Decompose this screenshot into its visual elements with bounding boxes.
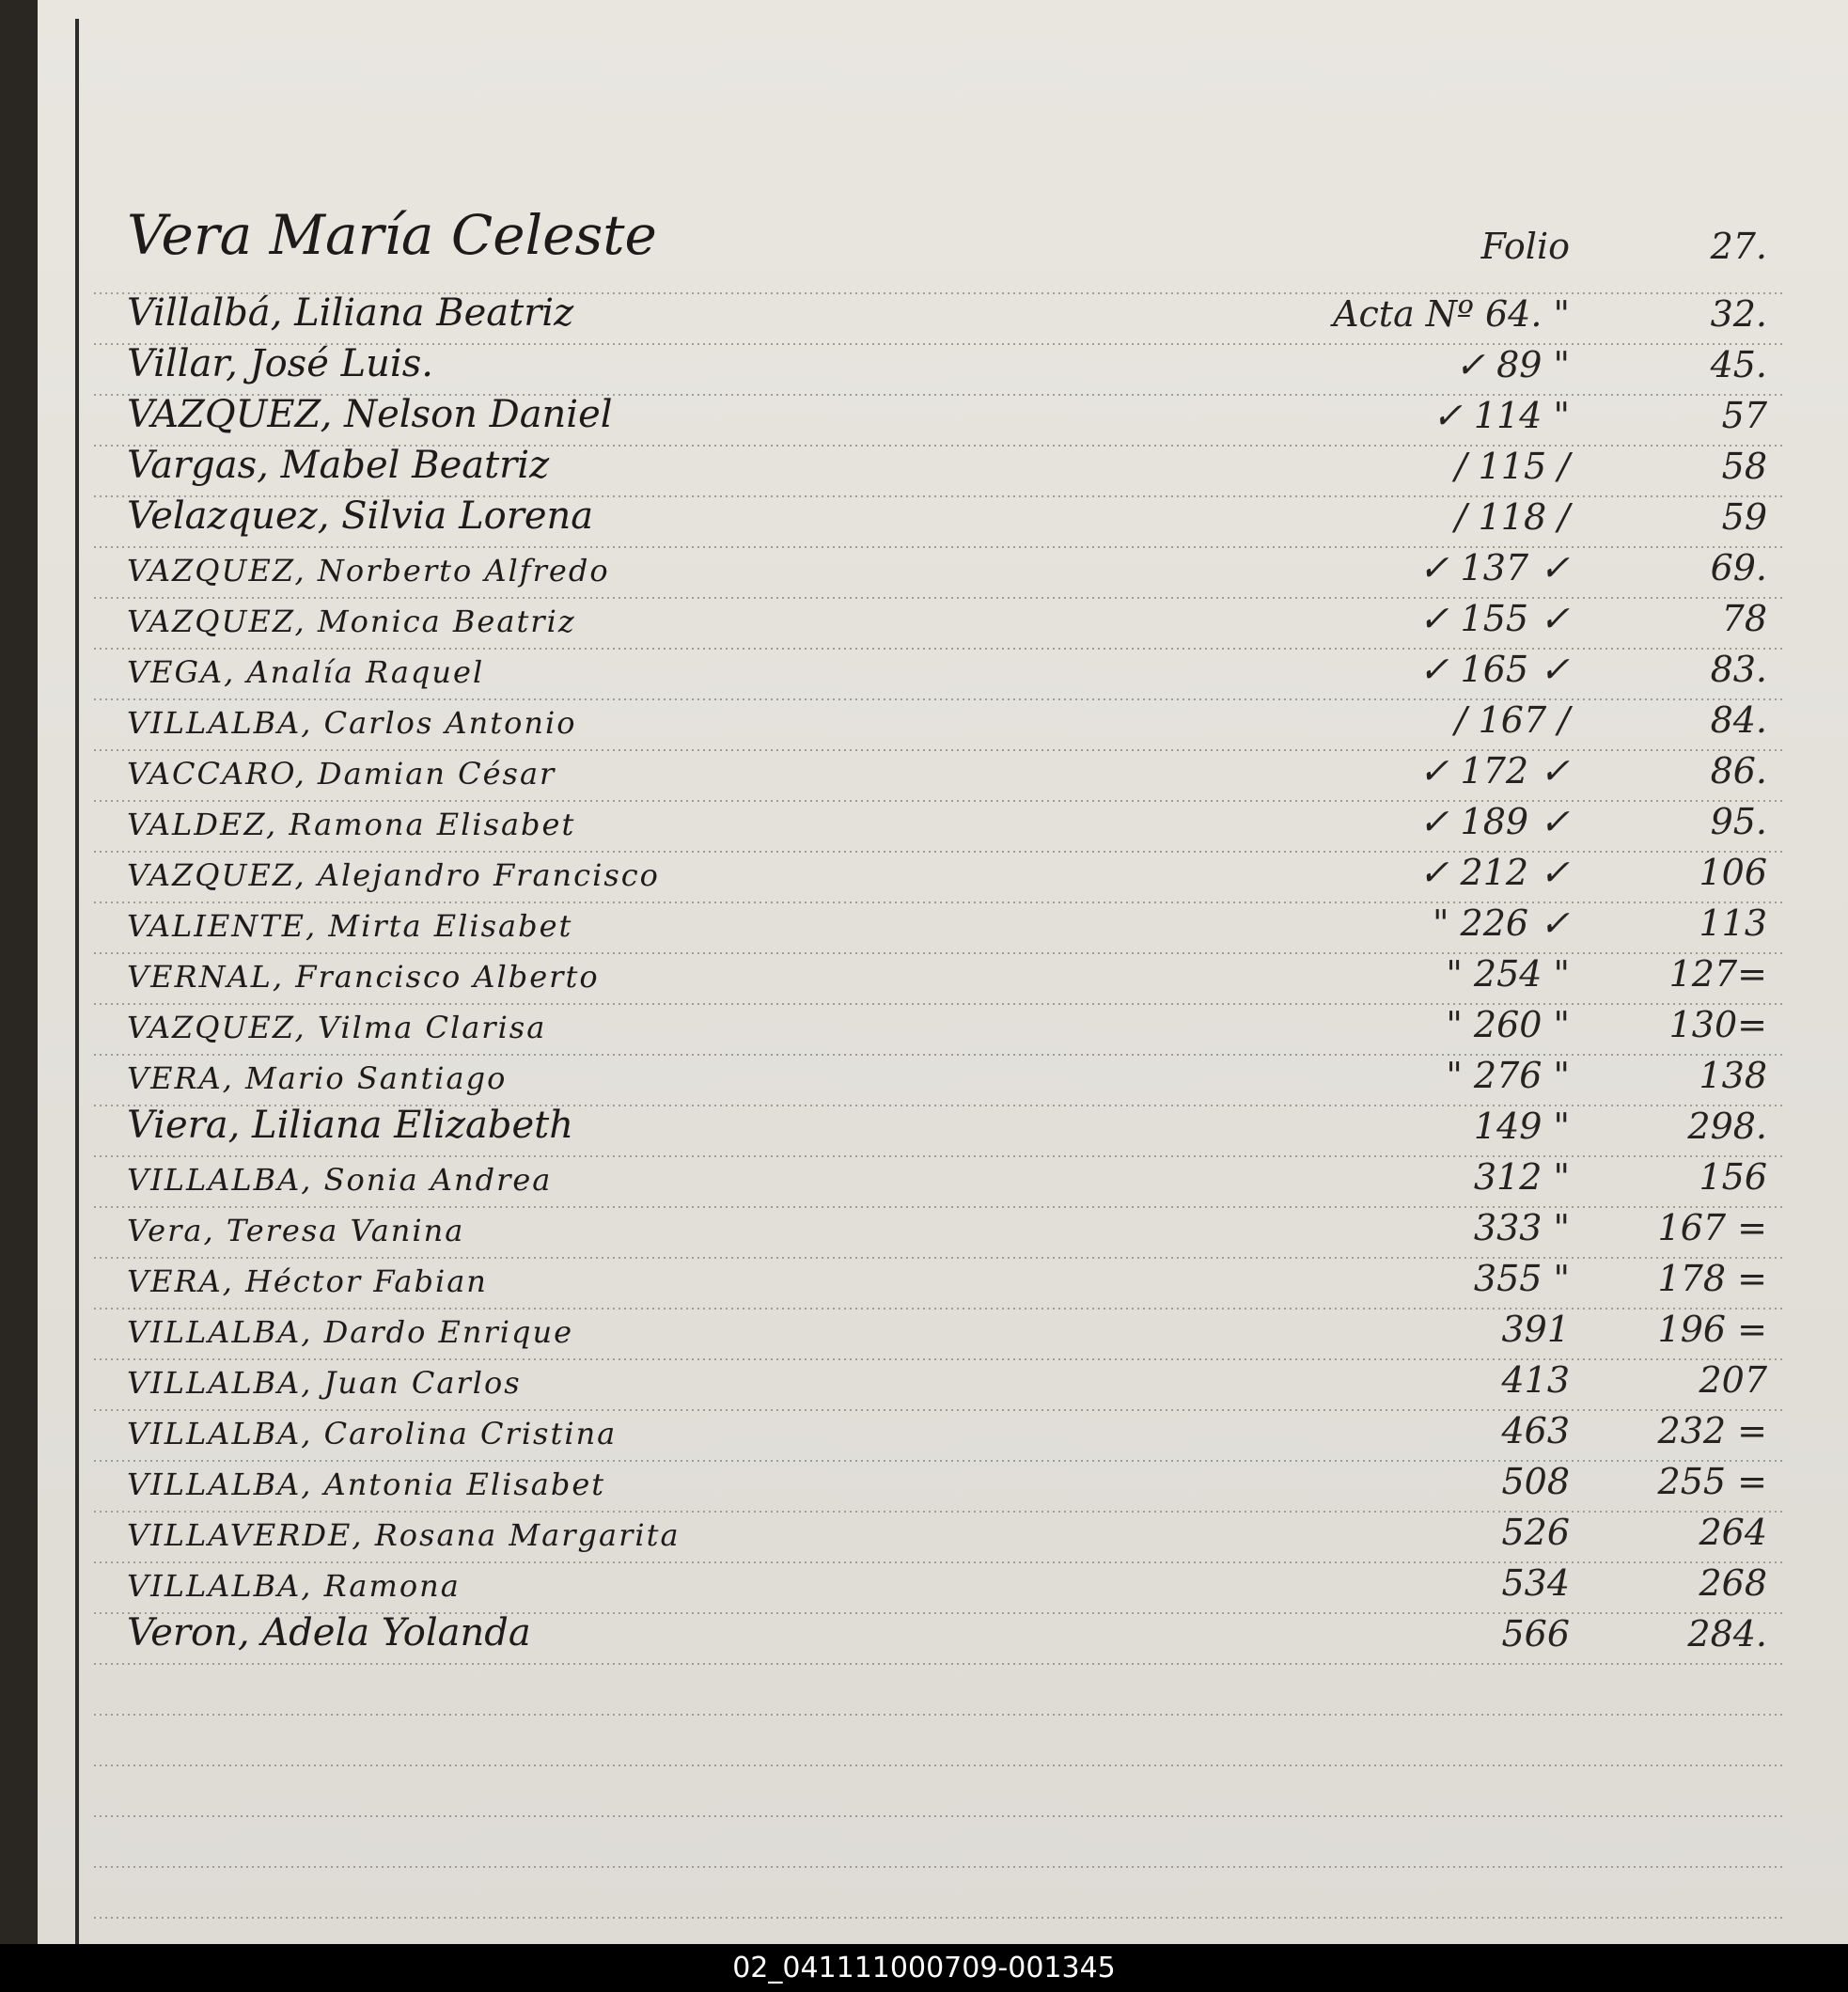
register-page <box>38 0 1848 1944</box>
entry-acta: ✓ 155 ✓ <box>1418 598 1570 639</box>
entry-row <box>38 699 1848 745</box>
entry-folio: 138 <box>1699 1055 1767 1096</box>
entry-folio: 58 <box>1721 446 1767 487</box>
entry-folio: 298. <box>1687 1106 1767 1147</box>
entry-folio: 59 <box>1721 496 1767 538</box>
entry-name: VILLALBA, Antonia Elisabet <box>127 1467 606 1502</box>
entry-acta: 508 <box>1501 1461 1570 1502</box>
entry-folio: 106 <box>1699 852 1767 893</box>
entry-row <box>38 1512 1848 1557</box>
entry-folio: 130= <box>1668 1004 1767 1045</box>
entry-folio: 284. <box>1687 1613 1767 1655</box>
entry-name: VALDEZ, Ramona Elisabet <box>127 807 576 842</box>
entry-name: Vargas, Mabel Beatriz <box>127 444 550 487</box>
entry-acta: 149 " <box>1473 1106 1570 1147</box>
entry-name: VILLALBA, Ramona <box>127 1568 461 1604</box>
entry-name: VAZQUEZ, Alejandro Francisco <box>127 857 660 893</box>
entry-acta: 534 <box>1501 1562 1570 1604</box>
entry-name: VILLALBA, Juan Carlos <box>127 1365 522 1401</box>
entry-name: Viera, Liliana Elizabeth <box>127 1104 573 1147</box>
entry-row <box>38 1613 1848 1658</box>
entry-acta: " 254 " <box>1446 953 1570 995</box>
entry-name: VILLALBA, Carolina Cristina <box>127 1416 618 1451</box>
header-entry <box>38 203 1848 271</box>
entry-acta: / 118 / <box>1454 496 1570 538</box>
header-name: Vera María Celeste <box>127 203 657 267</box>
entry-name: VERA, Mario Santiago <box>127 1060 508 1096</box>
entry-folio: 78 <box>1721 598 1767 639</box>
entry-row <box>38 496 1848 541</box>
entry-acta: ✓ 137 ✓ <box>1418 547 1570 588</box>
entry-folio: 156 <box>1699 1156 1767 1198</box>
entry-row <box>38 598 1848 643</box>
entry-folio: 45. <box>1710 344 1767 385</box>
entry-name: Veron, Adela Yolanda <box>127 1611 531 1655</box>
entry-folio: 268 <box>1699 1562 1767 1604</box>
entry-acta: ✓ 189 ✓ <box>1418 801 1570 842</box>
entry-folio: 84. <box>1710 699 1767 741</box>
entry-name: VILLALBA, Sonia Andrea <box>127 1162 553 1198</box>
entry-name: VERNAL, Francisco Alberto <box>127 959 600 995</box>
entry-row <box>38 1004 1848 1049</box>
entry-name: VAZQUEZ, Vilma Clarisa <box>127 1010 547 1045</box>
entry-acta: 391 <box>1501 1309 1570 1350</box>
entry-name: VACCARO, Damian César <box>127 756 556 792</box>
entry-row <box>38 1562 1848 1608</box>
entry-acta: " 276 " <box>1446 1055 1570 1096</box>
entry-row <box>38 953 1848 998</box>
entry-name: Villalbá, Liliana Beatriz <box>127 291 574 335</box>
entry-row <box>38 852 1848 897</box>
entry-acta: 566 <box>1501 1613 1570 1655</box>
entry-acta: 312 " <box>1473 1156 1570 1198</box>
entry-folio: 32. <box>1710 293 1767 335</box>
entry-folio: 113 <box>1699 902 1767 944</box>
entry-acta: 333 " <box>1473 1207 1570 1248</box>
entry-folio: 232 = <box>1657 1410 1767 1451</box>
entry-folio: 207 <box>1699 1359 1767 1401</box>
entry-row <box>38 293 1848 338</box>
entry-name: VEGA, Analía Raquel <box>127 654 485 690</box>
entry-row <box>38 1410 1848 1455</box>
entry-acta: 463 <box>1501 1410 1570 1451</box>
entry-folio: 167 = <box>1657 1207 1767 1248</box>
entry-folio: 86. <box>1710 750 1767 792</box>
entry-name: Velazquez, Silvia Lorena <box>127 494 594 538</box>
entry-acta: ✓ 114 " <box>1432 395 1570 436</box>
entry-row <box>38 1258 1848 1303</box>
entry-name: VAZQUEZ, Monica Beatriz <box>127 604 576 639</box>
entry-row <box>38 1359 1848 1404</box>
entry-acta: ✓ 212 ✓ <box>1418 852 1570 893</box>
footer-bar <box>0 1944 1848 1992</box>
entry-acta: ✓ 172 ✓ <box>1418 750 1570 792</box>
document-id: 02_041111000709-001345 <box>732 1952 1116 1984</box>
entry-row <box>38 1207 1848 1252</box>
entry-folio: 69. <box>1710 547 1767 588</box>
entry-name: Villar, José Luis. <box>127 342 433 385</box>
entry-folio: 95. <box>1710 801 1767 842</box>
entry-folio: 264 <box>1699 1512 1767 1553</box>
entry-folio: 83. <box>1710 649 1767 690</box>
entry-row <box>38 344 1848 389</box>
entry-row <box>38 1106 1848 1151</box>
entry-row <box>38 801 1848 846</box>
folio-column-label: Folio <box>1480 226 1570 267</box>
entry-row <box>38 902 1848 948</box>
entry-row <box>38 1461 1848 1506</box>
entry-name: VAZQUEZ, Nelson Daniel <box>127 393 613 436</box>
entry-folio: 57 <box>1721 395 1767 436</box>
entry-acta: Acta Nº 64. " <box>1333 293 1570 335</box>
entry-acta: 355 " <box>1473 1258 1570 1299</box>
header-folio: 27. <box>1710 226 1767 267</box>
entry-name: VERA, Héctor Fabian <box>127 1263 488 1299</box>
entry-folio: 255 = <box>1657 1461 1767 1502</box>
entry-folio: 196 = <box>1657 1309 1767 1350</box>
entry-row <box>38 547 1848 592</box>
entry-row <box>38 395 1848 440</box>
entry-acta: ✓ 165 ✓ <box>1418 649 1570 690</box>
entry-name: VILLAVERDE, Rosana Margarita <box>127 1517 681 1553</box>
entry-row <box>38 1309 1848 1354</box>
entry-acta: " 226 ✓ <box>1432 902 1570 944</box>
entry-name: VILLALBA, Carlos Antonio <box>127 705 577 741</box>
entry-folio: 178 = <box>1657 1258 1767 1299</box>
entry-acta: 526 <box>1501 1512 1570 1553</box>
entry-row <box>38 446 1848 491</box>
entry-acta: 413 <box>1501 1359 1570 1401</box>
entry-row <box>38 750 1848 795</box>
entry-row <box>38 1055 1848 1100</box>
entry-row <box>38 1156 1848 1201</box>
entry-folio: 127= <box>1668 953 1767 995</box>
entry-name: Vera, Teresa Vanina <box>127 1213 465 1248</box>
entry-acta: " 260 " <box>1446 1004 1570 1045</box>
entry-name: VAZQUEZ, Norberto Alfredo <box>127 553 610 588</box>
entry-acta: ✓ 89 " <box>1455 344 1570 385</box>
entry-name: VILLALBA, Dardo Enrique <box>127 1314 574 1350</box>
entry-acta: / 115 / <box>1454 446 1570 487</box>
entry-name: VALIENTE, Mirta Elisabet <box>127 908 573 944</box>
entry-acta: / 167 / <box>1454 699 1570 741</box>
entry-row <box>38 649 1848 694</box>
